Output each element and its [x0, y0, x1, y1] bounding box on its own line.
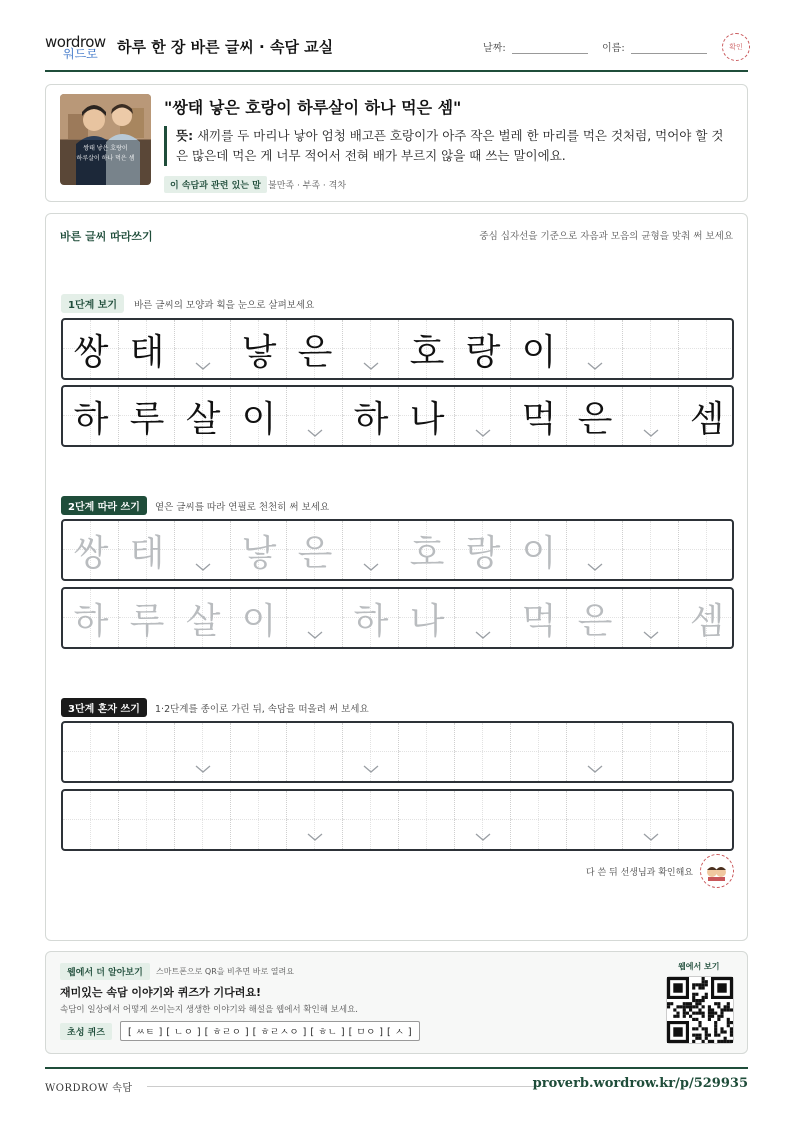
step1-desc: 바른 글씨의 모양과 획을 눈으로 살펴보세요 [134, 300, 315, 311]
grid-char: 하 [353, 600, 389, 642]
grid-char: 살 [185, 600, 221, 642]
grid-cell[interactable] [119, 723, 175, 781]
space-mark-icon [643, 833, 659, 841]
grid-cell [231, 320, 287, 378]
qr-label: 웹에서 보기 [678, 962, 720, 971]
grid-cell [399, 387, 455, 445]
space-mark-icon [587, 362, 603, 370]
grid-cell[interactable] [119, 521, 175, 579]
date-field[interactable] [512, 53, 588, 54]
date-label: 날짜: [483, 43, 506, 54]
grid-cell [511, 320, 567, 378]
initial-consonant-quiz: [ ㅆㅌ ] [ ㄴㅇ ] [ ㅎㄹㅇ ] [ ㅎㄹㅅㅇ ] [ ㅎㄴ ] [ ㅁㅇ ] [ ㅅ ] [120, 1021, 420, 1041]
space-mark-icon [363, 563, 379, 571]
page-footer [45, 1067, 748, 1097]
grid-char: 랑 [465, 532, 501, 574]
grid-char: 랑 [465, 331, 501, 373]
grid-char: 먹 [521, 398, 557, 440]
grid-cell[interactable] [567, 589, 623, 647]
related-words-tag: 이 속담과 관련 있는 말 [164, 176, 267, 193]
practice-hint: 중심 십자선을 기준으로 자음과 모음의 균형을 맞춰 써 보세요 [479, 231, 733, 242]
grid-cell [119, 320, 175, 378]
grid-char: 낳 [241, 532, 277, 574]
space-mark-icon [475, 429, 491, 437]
proverb-illustration [60, 94, 151, 185]
confirm-stamp: 확인 [722, 33, 750, 61]
grid-cell[interactable] [399, 589, 455, 647]
meaning-label: 뜻: [176, 128, 194, 143]
space-mark-icon [587, 563, 603, 571]
grid-cell [119, 387, 175, 445]
practice-card [45, 213, 748, 941]
grid-cell[interactable] [63, 791, 119, 849]
grid-cell[interactable] [399, 723, 455, 781]
web-card [45, 951, 748, 1054]
grid-cell[interactable] [511, 521, 567, 579]
space-mark-icon [643, 429, 659, 437]
grid-char: 살 [185, 398, 221, 440]
grid-char: 쌍 [73, 331, 109, 373]
grid-cell[interactable] [679, 723, 734, 781]
space-mark-icon [363, 362, 379, 370]
grid-cell[interactable] [679, 791, 734, 849]
grid-cell[interactable] [175, 791, 231, 849]
grid-char: 나 [409, 600, 445, 642]
grid-char: 먹 [521, 600, 557, 642]
proverb-card [45, 84, 748, 202]
grid-cell [231, 387, 287, 445]
grid-char: 하 [73, 600, 109, 642]
logo-subtext: 워드로 [63, 47, 98, 61]
grid-cell[interactable] [623, 723, 679, 781]
teacher-check-stamp [700, 854, 734, 888]
grid-cell[interactable] [343, 589, 399, 647]
step3-badge: 3단계 혼자 쓰기 [61, 698, 147, 717]
step2-badge: 2단계 따라 쓰기 [61, 496, 147, 515]
space-mark-icon [307, 833, 323, 841]
grid-cell[interactable] [679, 589, 734, 647]
web-hint: 스마트폰으로 QR을 비추면 바로 열려요 [156, 967, 294, 976]
logo-text: wordrow [45, 33, 106, 51]
step3-desc: 1·2단계를 종이로 가린 뒤, 속담을 떠올려 써 보세요 [155, 704, 369, 715]
grid-cell [343, 387, 399, 445]
grid-cell[interactable] [679, 521, 734, 579]
grid-cell[interactable] [399, 521, 455, 579]
grid-char: 은 [577, 600, 613, 642]
space-mark-icon [195, 563, 211, 571]
grid-cell[interactable] [511, 723, 567, 781]
practice-title: 바른 글씨 따라쓰기 [60, 230, 153, 243]
grid-char: 나 [409, 398, 445, 440]
grid-char: 하 [353, 398, 389, 440]
grid-char: 루 [129, 600, 165, 642]
grid-char: 루 [129, 398, 165, 440]
grid-cell [511, 387, 567, 445]
grid-char: 이 [521, 331, 557, 373]
grid-cell [63, 387, 119, 445]
footer-brand: WORDROW 속담 [45, 1083, 133, 1094]
grid-cell[interactable] [511, 589, 567, 647]
proverb-meaning [164, 126, 732, 166]
step2-row2[interactable] [61, 587, 734, 649]
space-mark-icon [195, 362, 211, 370]
grid-char: 이 [241, 398, 277, 440]
step2-desc: 옅은 글씨를 따라 연필로 천천히 써 보세요 [155, 502, 330, 513]
qr-code[interactable] [666, 976, 734, 1044]
grid-char: 호 [409, 331, 445, 373]
web-title: 재미있는 속담 이야기와 퀴즈가 기다려요! [60, 986, 261, 999]
related-words: 불만족 · 부족 · 격차 [268, 181, 347, 191]
step3-row2[interactable] [61, 789, 734, 851]
space-mark-icon [643, 631, 659, 639]
grid-cell[interactable] [343, 791, 399, 849]
grid-cell[interactable] [63, 521, 119, 579]
grid-cell [455, 320, 511, 378]
step2-row1[interactable] [61, 519, 734, 581]
step1-row2 [61, 385, 734, 447]
grid-cell[interactable] [455, 521, 511, 579]
grid-char: 이 [241, 600, 277, 642]
space-mark-icon [307, 631, 323, 639]
footer-url[interactable]: proverb.wordrow.kr/p/529935 [532, 1076, 748, 1091]
grid-cell [399, 320, 455, 378]
wordrow-logo[interactable] [45, 35, 109, 65]
grid-cell[interactable] [231, 791, 287, 849]
grid-cell [679, 387, 734, 445]
grid-char: 은 [297, 331, 333, 373]
web-desc: 속담이 일상에서 어떻게 쓰이는지 생생한 이야기와 해설을 웹에서 확인해 보세요. [60, 1005, 358, 1015]
caption-line: 하루살이 하나 먹은 셈 [76, 155, 135, 162]
space-mark-icon [475, 631, 491, 639]
meaning-text: 새끼를 두 마리나 낳아 엄청 배고픈 호랑이가 아주 작은 벌레 한 마리를 먹은 것처럼, 먹어야 할 것은 많은데 먹은 게 너무 적어서 전혀 배가 부르지 않을 때 쓰는 말이에요. [176, 128, 724, 163]
page-title: 하루 한 장 바른 글씨 · 속담 교실 [117, 38, 334, 56]
web-tag: 웹에서 더 알아보기 [60, 963, 150, 980]
grid-cell[interactable] [567, 791, 623, 849]
grid-cell [567, 387, 623, 445]
grid-cell[interactable] [231, 521, 287, 579]
name-field[interactable] [631, 53, 707, 54]
grid-char: 태 [129, 532, 165, 574]
grid-cell[interactable] [63, 589, 119, 647]
grid-char: 은 [297, 532, 333, 574]
grid-cell [287, 320, 343, 378]
teacher-check-text: 다 쓴 뒤 선생님과 확인해요 [585, 868, 693, 878]
grid-char: 이 [521, 532, 557, 574]
grid-char: 셈 [689, 398, 725, 440]
grid-cell[interactable] [455, 723, 511, 781]
step3-row1[interactable] [61, 721, 734, 783]
quiz-tag: 초성 퀴즈 [60, 1023, 112, 1040]
grid-char: 태 [129, 331, 165, 373]
grid-cell[interactable] [287, 723, 343, 781]
space-mark-icon [307, 429, 323, 437]
space-mark-icon [475, 833, 491, 841]
grid-cell[interactable] [119, 791, 175, 849]
name-label: 이름: [602, 43, 625, 54]
grid-cell[interactable] [175, 589, 231, 647]
grid-char: 셈 [689, 600, 725, 642]
step1-row1 [61, 318, 734, 380]
grid-cell [175, 387, 231, 445]
grid-char: 은 [577, 398, 613, 440]
proverb-quote: "쌍태 낳은 호랑이 하루살이 하나 먹은 셈" [164, 98, 462, 117]
grid-cell[interactable] [119, 589, 175, 647]
space-mark-icon [587, 765, 603, 773]
grid-cell[interactable] [231, 723, 287, 781]
grid-cell [623, 320, 679, 378]
grid-cell[interactable] [623, 521, 679, 579]
grid-char: 쌍 [73, 532, 109, 574]
grid-cell[interactable] [511, 791, 567, 849]
footer-divider [147, 1086, 539, 1087]
space-mark-icon [195, 765, 211, 773]
caption-line: 쌍태 낳은 호랑이 [83, 145, 128, 152]
page-header [45, 30, 748, 72]
grid-cell [679, 320, 734, 378]
grid-cell[interactable] [63, 723, 119, 781]
grid-char: 낳 [241, 331, 277, 373]
grid-cell[interactable] [231, 589, 287, 647]
grid-cell[interactable] [287, 521, 343, 579]
grid-cell[interactable] [399, 791, 455, 849]
grid-char: 하 [73, 398, 109, 440]
grid-cell [63, 320, 119, 378]
illustration-caption [60, 144, 151, 164]
grid-char: 호 [409, 532, 445, 574]
space-mark-icon [363, 765, 379, 773]
step1-badge: 1단계 보기 [61, 294, 124, 313]
